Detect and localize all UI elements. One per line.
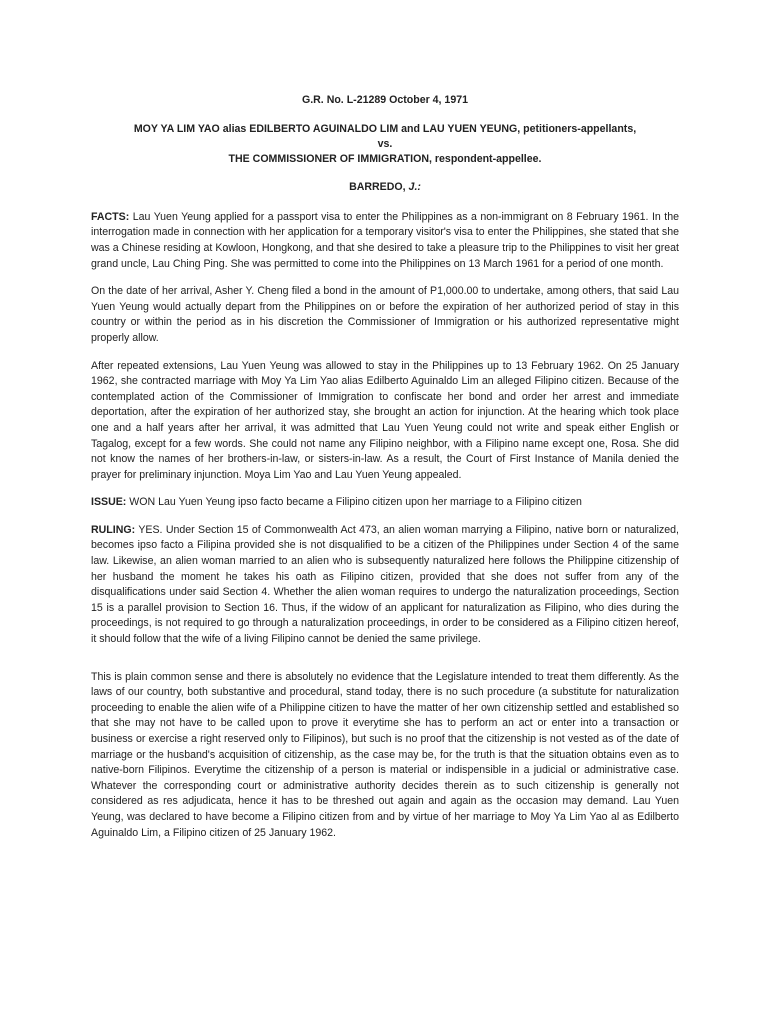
facts-paragraph-2: On the date of her arrival, Asher Y. Cheng filed a bond in the amount of P1,000.00 to undertake, among others, that said Lau Yuen Yeung would actually depart from the Philippines on or before the expiration of her authorized period of stay in this country or within the period as in his discretion the Commissioner of Immigration or his authorized representative might properly allow. <box>91 285 679 344</box>
ponente-title: J.: <box>408 181 421 194</box>
facts-paragraph-3: After repeated extensions, Lau Yuen Yeung was allowed to stay in the Philippines up to 13 February 1962. On 25 January 1962, she contracted marriage with Moy Ya Lim Yao alias Edilberto Aguinaldo Lim an alleged Filipino citizen. Because of the contemplated action of the Commissioner of Immigration to confiscate her bond and order her arrest and immediate deportation, after the expiration of her authorized stay, she brought an action for injunction. At the hearing which took place one and a half years after her arrival, it was admitted that Lau Yuen Yeung could not write and speak either English or Tagalog, except for a few words. She could not name any Filipino neighbor, with a Filipino name except one, Rosa. She did not know the names of her brothers-in-law, or sisters-in-law. As a result, the Court of First Instance of Manila denied the prayer for preliminary injunction. Moya Lim Yao and Lau Yuen Yeung appealed. <box>91 359 679 481</box>
facts-paragraph-1 <box>91 210 679 272</box>
versus-line: vs. <box>377 137 393 150</box>
ruling-paragraph-2: This is plain common sense and there is absolutely no evidence that the Legislature intended to treat them differently. As the laws of our country, both substantive and procedural, stand today, there is no such procedure (a substitute for naturalization proceeding to enable the alien wife of a Philippine citizen to have the matter of her own citizenship settled and established so that she may not have to be called upon to prove it everytime she has to perform an act or enter into a transaction or business or exercise a right reserved only to Filipinos), but such is no proof that the citizenship is not vested as of the date of marriage or the husband's acquisition of citizenship, as the case may be, for the truth is that the situation obtains even as to native-born Filipinos. Everytime the citizenship of a person is material or indispensible in a judicial or administrative case. Whatever the corresponding court or administrative authority decides therein as to such citizenship is generally not considered as res adjudicata, hence it has to be threshed out again and again as the occasion may demand. Lau Yuen Yeung, was declared to have become a Filipino citizen from and by virtue of her marriage to Moy Ya Lim Yao al as Edilberto Aguinaldo Lim, a Filipino citizen of 25 January 1962. <box>91 670 679 839</box>
ruling-paragraph-1 <box>91 523 679 648</box>
petitioners-line: MOY YA LIM YAO alias EDILBERTO AGUINALDO LIM and LAU YUEN YEUNG, petitioners-appellants, <box>133 122 637 135</box>
document-page <box>91 93 679 841</box>
issue-paragraph <box>91 495 679 511</box>
facts-label: FACTS: <box>91 210 130 223</box>
issue-text: WON Lau Yuen Yeung ipso facto became a Filipino citizen upon her marriage to a Filipino citizen <box>126 496 582 509</box>
facts-text-1: Lau Yuen Yeung applied for a passport visa to enter the Philippines as a non-immigrant on 8 February 1961. In the interrogation made in connection with her application for a temporary visitor's visa to enter the Philippines, she stated that she was a Chinese residing at Kowloon, Hongkong, and that she desired to take a pleasure trip to the Philippines to visit her great grand uncle, Lau Ching Ping. She was permitted to come into the Philippines on 13 March 1961 for a period of one month. <box>91 210 679 270</box>
issue-label: ISSUE: <box>91 496 127 509</box>
ruling-label: RULING: <box>91 523 136 536</box>
case-number: G.R. No. L-21289 October 4, 1971 <box>301 94 469 106</box>
respondent-line: THE COMMISSIONER OF IMMIGRATION, respondent-appellee. <box>228 153 542 165</box>
case-parties <box>91 122 679 168</box>
ruling-text-1: YES. Under Section 15 of Commonwealth Act 473, an alien woman marrying a Filipino, native born or naturalized, becomes ipso facto a Filipina provided she is not disqualified to be a citizen of the Philippines under Section 4 of the same law. Likewise, an alien woman married to an alien who is subsequently naturalized here follows the Philippine citizenship of her husband the moment he takes his oath as Filipino citizen, provided that she does not suffer from any of the disqualifications under said Section 4. Whether the alien woman requires to undergo the naturalization proceedings, Section 15 is a parallel provision to Section 16. Thus, if the widow of an applicant for naturalization as Filipino, who dies during the proceedings, is not required to go through a naturalization proceedings, in order to be considered as a Filipino citizen hereof, it should follow that the wife of a living Filipino cannot be denied the same privilege. <box>91 523 679 646</box>
ponente <box>91 180 679 196</box>
ponente-name: BARREDO, <box>349 181 406 194</box>
